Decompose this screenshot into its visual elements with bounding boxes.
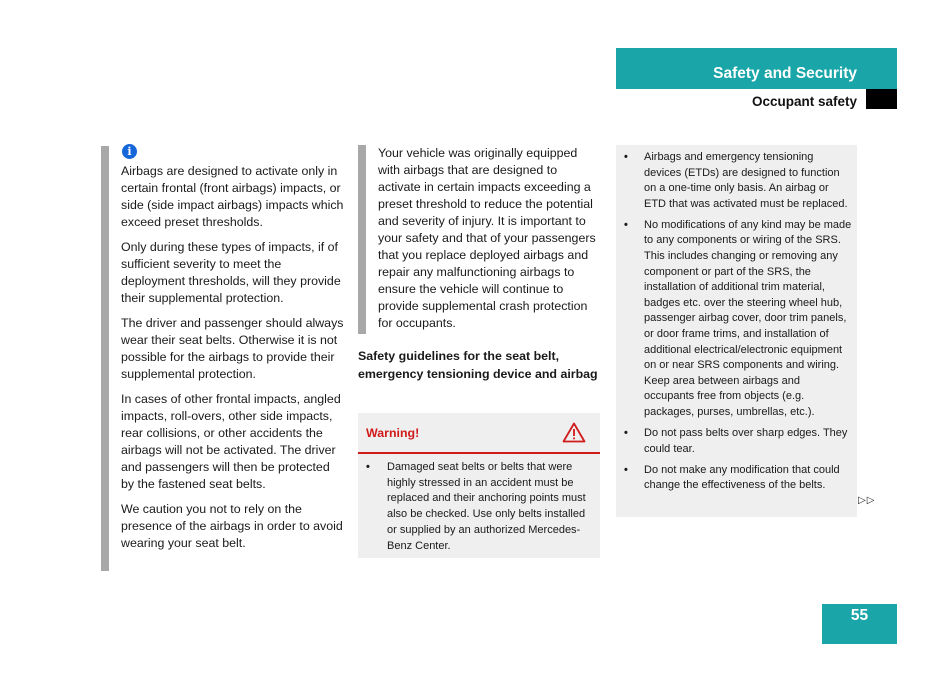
notice-text: Your vehicle was originally equipped with airbags that are designed to activate in certain impacts exceeding a preset threshold to reduce the potential and severity of injury. It is important to your safety and that of your passengers that you replace deployed airbags and repair any malfunctioning airbags to ensure the vehicle will continue to provide supplemental crash protection for occupants. — [378, 146, 596, 330]
safety-note-item — [624, 463, 852, 494]
safety-note-text: Do not make any modification that could change the effectiveness of the belts. — [644, 463, 840, 492]
safety-note-text: No modifications of any kind may be made to any components or wiring of the SRS. This includes changing or removing any component or part of the SRS, the installation of additional trim material, badges etc. over the steering wheel hub, passenger airbag cover, door trim panels, or door frame trims, and installation of additional electrical/electronic equipment on or near SRS components and wiring. Keep area between airbags and occupants free from objects (e.g. packages, purses, umbrellas, etc.). — [644, 218, 852, 418]
bullet: • — [624, 151, 628, 163]
notice-box-sidebar — [358, 145, 366, 334]
subsection-title: Occupant safety — [751, 94, 857, 109]
page-number: 55 — [850, 607, 869, 624]
safety-note-item — [624, 218, 852, 421]
info-paragraph: Only during these types of impacts, if of sufficient severity to meet the deployment thresholds, will they provide their supplemental protection. — [121, 240, 341, 305]
page-number-box — [822, 604, 897, 644]
info-box-sidebar — [101, 146, 109, 571]
safety-note-text: Do not pass belts over sharp edges. They could tear. — [644, 427, 848, 455]
section-header-bar — [616, 48, 897, 89]
info-paragraph: We caution you not to rely on the presence of the airbags in order to avoid wearing your seat belt. — [121, 502, 343, 550]
notice-box — [358, 145, 600, 334]
safety-notes-box — [616, 145, 857, 517]
warning-item — [366, 460, 594, 554]
warning-triangle-icon — [562, 422, 586, 443]
info-paragraph: The driver and passenger should always wear their seat belts. Otherwise it is not possible for the airbags to provide their supplemental protection. — [121, 316, 344, 381]
info-box — [101, 146, 345, 571]
continue-arrows-icon: ▷▷ — [858, 495, 876, 506]
safety-note-text: Airbags and emergency tensioning devices (ETDs) are designed to function on a one-time only basis. An airbag or ETD that was activated must be replaced. — [644, 151, 848, 210]
guidelines-heading: Safety guidelines for the seat belt, emergency tensioning device and airbag — [358, 349, 598, 381]
safety-note-item — [624, 150, 852, 212]
warning-box — [358, 413, 600, 558]
subsection-marker — [866, 89, 897, 109]
info-paragraph: Airbags are designed to activate only in certain frontal (front airbags) impacts, or side (side impact airbags) impacts which exceed preset thresholds. — [121, 164, 344, 229]
bullet: • — [624, 218, 628, 231]
info-paragraph: In cases of other frontal impacts, angled impacts, roll-overs, other side impacts, rear collisions, or other accidents the airbags will not be activated. The driver and passengers will then be protected by the fastened seat belts. — [121, 392, 341, 491]
bullet: • — [624, 463, 628, 476]
warning-item-text: Damaged seat belts or belts that were highly stressed in an accident must be replaced and their anchoring points must also be checked. Use only belts installed or supplied by an authorized Mercedes-Benz Center. — [387, 461, 586, 552]
info-icon: i — [122, 144, 137, 159]
warning-header — [358, 413, 600, 454]
warning-label: Warning! — [366, 426, 420, 440]
bullet: • — [366, 461, 370, 473]
bullet: • — [624, 427, 628, 440]
section-title: Safety and Security — [713, 65, 857, 82]
safety-note-item — [624, 426, 852, 457]
